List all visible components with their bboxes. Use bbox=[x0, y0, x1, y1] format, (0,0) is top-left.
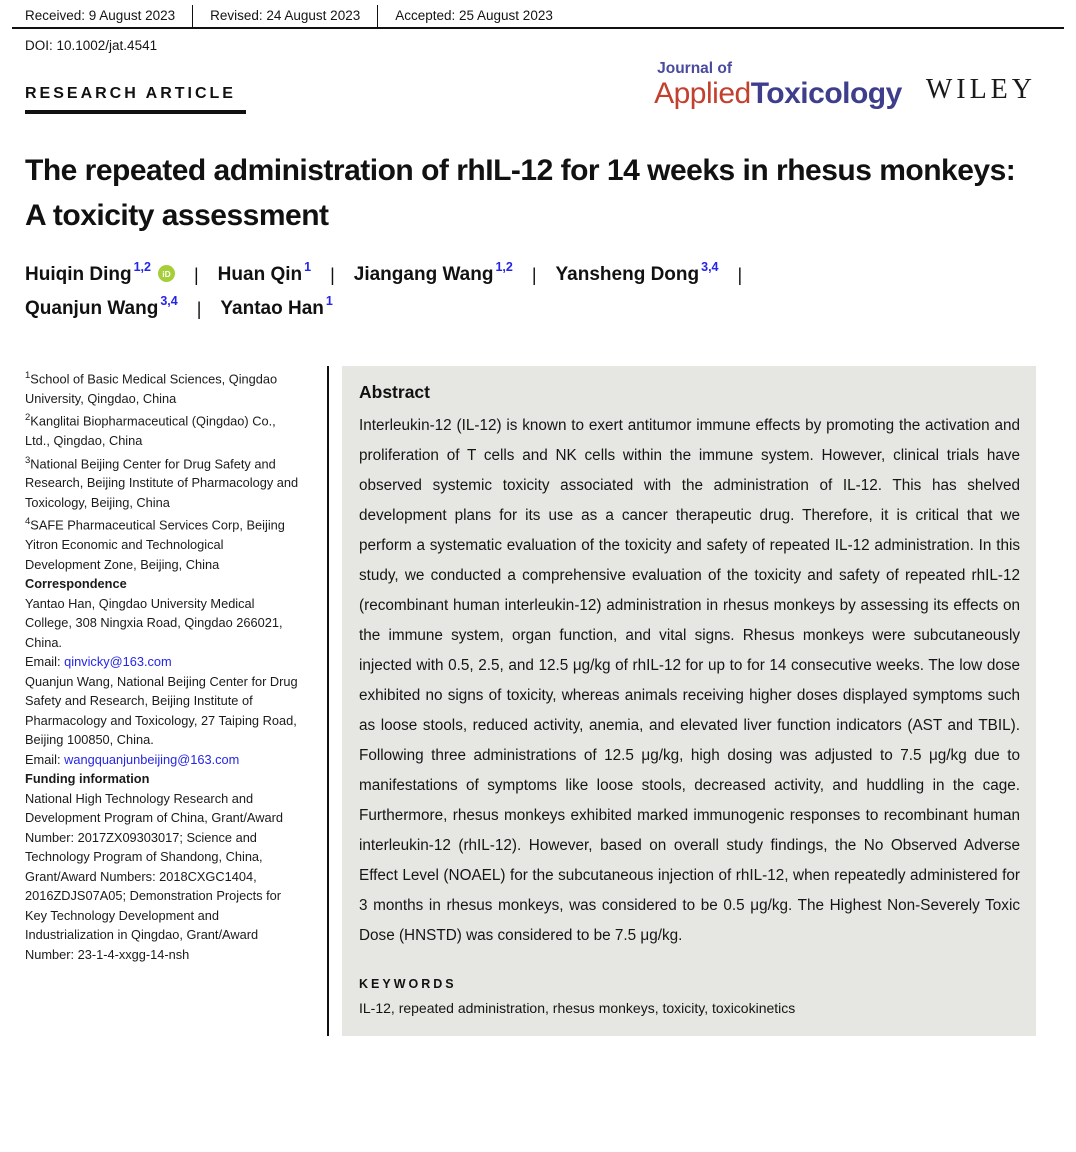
author-line-2 bbox=[25, 294, 1076, 320]
affiliation-text: SAFE Pharmaceutical Services Corp, Beijing Yitron Economic and Technological Development Zone, Beijing, China bbox=[25, 517, 285, 572]
wiley-logo: WILEY bbox=[925, 73, 1036, 105]
author-name: Yantao Han bbox=[220, 298, 324, 319]
author-superscript: 3,4 bbox=[701, 260, 719, 274]
author-name: Huan Qin bbox=[217, 264, 303, 285]
header-rule bbox=[12, 27, 1064, 29]
correspondence-text: Yantao Han, Qingdao University Medical College, 308 Ningxia Road, Qingdao 266021, China. bbox=[25, 595, 283, 650]
author-name: Jiangang Wang bbox=[353, 264, 494, 285]
author-list bbox=[25, 260, 1076, 320]
content-columns bbox=[25, 366, 1036, 1036]
email-link[interactable]: wangquanjunbeijing@163.com bbox=[64, 751, 240, 767]
correspondence-text: Quanjun Wang, National Beijing Center for Drug Safety and Research, Beijing Institute of Pharmacology and Toxicology, 27 Taiping Road, Beijing 100850, China. bbox=[25, 673, 298, 748]
affiliation-superscript: 2 bbox=[25, 412, 31, 424]
email-label: Email: bbox=[25, 751, 65, 767]
author-name: Huiqin Ding bbox=[25, 264, 132, 285]
accepted-date: Accepted: 25 August 2023 bbox=[377, 5, 570, 27]
author-superscript: 1,2 bbox=[495, 260, 513, 274]
author-superscript: 3,4 bbox=[160, 294, 178, 308]
email-link[interactable]: qinvicky@163.com bbox=[64, 654, 172, 670]
affiliation-superscript: 1 bbox=[25, 370, 31, 381]
author-name: Yansheng Dong bbox=[555, 264, 700, 285]
abstract-panel bbox=[342, 366, 1036, 1036]
page-title: The repeated administration of rhIL-12 for 14 weeks in rhesus monkeys: A toxicity assessment bbox=[25, 154, 1016, 232]
journal-name-applied: Applied bbox=[654, 76, 751, 110]
affiliation-item bbox=[25, 451, 301, 513]
journal-of-text: Journal of bbox=[657, 60, 733, 77]
abstract-heading: Abstract bbox=[359, 382, 430, 402]
correspondence-heading: Correspondence bbox=[25, 576, 127, 592]
doi: DOI: 10.1002/jat.4541 bbox=[25, 38, 158, 53]
funding-heading: Funding information bbox=[25, 771, 150, 787]
author-line-1 bbox=[25, 260, 1076, 286]
journal-logo bbox=[654, 61, 902, 109]
affiliation-item bbox=[25, 408, 301, 450]
author-separator: | bbox=[330, 264, 335, 285]
affiliation-text: National Beijing Center for Drug Safety and Research, Beijing Institute of Pharmacology and Toxicology, Beijing, China bbox=[25, 455, 299, 510]
journal-name-toxicology: Toxicology bbox=[750, 76, 902, 110]
author bbox=[220, 294, 333, 320]
affiliation-superscript: 4 bbox=[25, 516, 31, 528]
affiliation-text: School of Basic Medical Sciences, Qingdao University, Qingdao, China bbox=[25, 371, 278, 406]
author bbox=[353, 260, 513, 286]
column-divider bbox=[327, 366, 329, 1036]
affiliation-superscript: 3 bbox=[25, 454, 31, 466]
revised-date: Revised: 24 August 2023 bbox=[192, 5, 377, 27]
author bbox=[25, 294, 178, 320]
received-date: Received: 9 August 2023 bbox=[25, 8, 176, 23]
funding-text: National High Technology Research and Development Program of China, Grant/Award Number: 2017ZX09303017; Science and Technology Program of Shandong, China, Grant/Award Numbers: 2018CXGC1404, 2016ZDJS07A05; Demonstration Projects for Key Technology Development and Industrialization in Qingdao, Grant/Award Number: 23-1-4-xxgg-14-nsh bbox=[25, 790, 283, 962]
article-type-block bbox=[25, 85, 246, 114]
keywords-text: IL-12, repeated administration, rhesus monkeys, toxicity, toxicokinetics bbox=[359, 1000, 796, 1016]
brand-row bbox=[25, 59, 1036, 114]
dates-meta-row bbox=[12, 0, 1064, 27]
correspondence-entry bbox=[25, 594, 301, 672]
author-superscript: 1 bbox=[304, 260, 312, 274]
keywords-heading: KEYWORDS bbox=[359, 977, 457, 991]
logo-cluster bbox=[654, 61, 1036, 109]
author-superscript: 1 bbox=[325, 294, 333, 308]
author bbox=[555, 260, 719, 286]
correspondence-entry bbox=[25, 672, 301, 770]
affiliation-item bbox=[25, 512, 301, 574]
author-superscript: 1,2 bbox=[133, 260, 151, 274]
affiliation-item bbox=[25, 366, 301, 408]
author-separator: | bbox=[193, 264, 199, 285]
abstract-text: Interleukin-12 (IL-12) is known to exert antitumor immune effects by promoting the activation and proliferation of T cells and NK cells within the immune system. However, clinical trials have observed systemic toxicity associated with the administration of IL-12. This has shelved development plans for its use as a cancer therapeutic drug. Therefore, it is critical that we perform a systematic evaluation of the toxicity and safety of repeated IL-12 administration. In this study, we conducted a comprehensive evaluation of the toxicity and safety of repeated rhIL-12 (recombinant human interleukin-12) administration in rhesus monkeys by assessing its effects on the immune system, organ function, and vital signs. Rhesus monkeys were subcutaneously injected with 0.5, 2.5, and 12.5 μg/kg of rhIL-12 for up to for 14 consecutive weeks. The low dose exhibited no signs of toxicity, whereas animals receiving higher doses displayed symptoms such as loose stools, reduced activity, anemia, and elevated liver function indicators (AST and TBIL). Following three administrations of 12.5 μg/kg, high dosing was adjusted to 7.5 μg/kg due to manifestations of symptoms like loose stools, decreased activity, and huddling in the cage. Furthermore, rhesus monkeys exhibited marked immunogenic responses to recombinant human interleukin-12 (rhIL-12). However, based on overall study findings, the No Observed Adverse Effect Level (NOAEL) for the subcutaneous injection of rhIL-12, when repeatedly administered for 3 months in rhesus monkeys, was considered to be 0.5 μg/kg. The Highest Non-Severely Toxic Dose (HNSTD) was considered to be 7.5 μg/kg. bbox=[359, 417, 1020, 944]
research-article-label: RESEARCH ARTICLE bbox=[25, 85, 246, 114]
journal-name bbox=[654, 76, 902, 110]
author bbox=[25, 260, 175, 286]
email-label: Email: bbox=[25, 654, 65, 670]
author-separator: | bbox=[196, 298, 202, 319]
orcid-icon[interactable]: iD bbox=[158, 265, 175, 282]
article-meta-column bbox=[25, 366, 301, 1036]
author-separator: | bbox=[531, 264, 537, 285]
author bbox=[217, 260, 312, 286]
author-name: Quanjun Wang bbox=[25, 298, 159, 319]
affiliation-text: Kanglitai Biopharmaceutical (Qingdao) Co., Ltd., Qingdao, China bbox=[25, 413, 276, 449]
author-separator: | bbox=[737, 264, 743, 285]
